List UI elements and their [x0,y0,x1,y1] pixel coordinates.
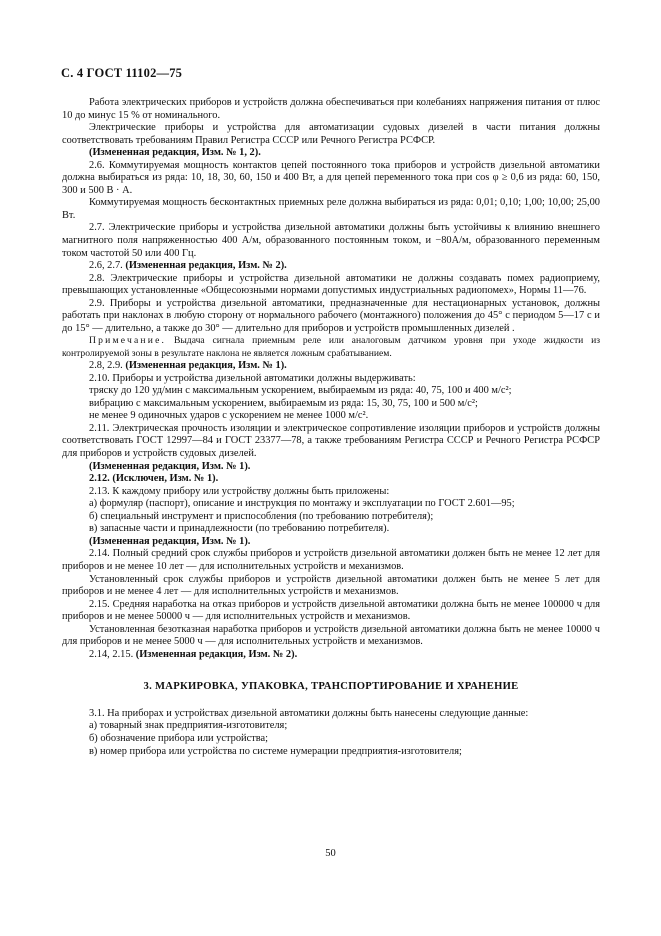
paragraph: 2.11. Электрическая прочность изоляции и электрическое сопротивление изоляции приборов и устройств должны соответствовать ГОСТ 12997—84 и ГОСТ 23377—78, а также требованиям Регистра СССР и Речного Регистра РСФСР для приборов и устройств судовых дизелей. [62,422,600,460]
section-heading: 3. МАРКИРОВКА, УПАКОВКА, ТРАНСПОРТИРОВАНИЕ И ХРАНЕНИЕ [143,681,519,693]
page-number: 50 [325,848,336,859]
paragraph: 2.9. Приборы и устройства дизельной автоматики, предназначенные для нестационарных установок, должны работать при наклонах в любую сторону от нормального рабочего (монтажного) положения до 45° с периодом 5—17 с и до 15° — длительно, а также до 30° — длительно для приборов и устройств промышленных дизелей . [62,297,600,334]
list-item: а) формуляр (паспорт), описание и инструкция по монтажу и эксплуатации по ГОСТ 2.601—95; [89,498,515,510]
list-item: тряску до 120 уд/мин с максимальным ускорением, выбираемым из ряда: 40, 75, 100 и 400 м/с²; [89,385,512,397]
note-label: Примечание. [89,335,167,347]
amendment-note: (Измененная редакция, Изм. № 1). [89,460,251,472]
paragraph: 2.14. Полный средний срок службы приборов и устройств дизельной автоматики должен быть не менее 12 лет для приборов и не менее 10 лет — для исполнительных устройств и механизмов. [62,548,600,572]
amendment-line [62,649,600,662]
paragraph: 2.15. Средняя наработка на отказ приборов и устройств дизельной автоматики должна быть не менее 100000 ч для приборов и не менее 50000 ч — для исполнительных устройств и механизмов. [62,598,600,623]
list-item: в) номер прибора или устройства по системе нумерации предприятия-изготовителя; [89,745,462,757]
paragraph: Коммутируемая мощность бесконтактных приемных реле должна выбираться из ряда: 0,01; 0,10; 1,00; 10,00; 25,00 Вт. [62,197,600,221]
page-header: С. 4 ГОСТ 11102—75 [61,66,183,80]
paragraph: Электрические приборы и устройства для автоматизации судовых дизелей в части питания должны соответствовать требованиям Правил Регистра СССР или Речного Регистра РСФСР. [62,122,600,146]
list-item: в) запасные части и принадлежности (по требованию потребителя). [89,523,390,535]
paragraph: 2.10. Приборы и устройства дизельной автоматики должны выдерживать: [89,372,416,384]
paragraph: 2.6. Коммутируемая мощность контактов цепей постоянного тока приборов и устройств дизельной автоматики должна выбираться из ряда: 10, 18, 30, 60, 150 и 400 Вт, а для цепей переменного тока при cos φ ≥ 0,6 из ряда: 60, 150, 300 и 500 В · А. [62,159,600,196]
amendment-line [62,260,600,273]
list-item: б) специальный инструмент и приспособления (по требованию потребителя); [89,510,434,522]
list-item: не менее 9 одиночных ударов с ускорением не менее 1000 м/с². [89,410,369,422]
list-item: а) товарный знак предприятия-изготовителя; [89,720,288,732]
amendment-note: (Измененная редакция, Изм. № 1, 2). [89,147,261,159]
clause-ref: 2.6, 2.7. [89,260,126,272]
excluded-clause: 2.12. (Исключен, Изм. № 1). [89,473,219,485]
paragraph: 3.1. На приборах и устройствах дизельной автоматики должны быть нанесены следующие данные: [89,707,529,719]
list-item: вибрацию с максимальным ускорением, выбираемым из ряда: 15, 30, 75, 100 и 500 м/с²; [89,397,478,409]
amendment-note: (Измененная редакция, Изм. № 2). [125,260,287,272]
amendment-note: (Измененная редакция, Изм. № 1). [89,535,251,547]
paragraph: 2.7. Электрические приборы и устройства дизельной автоматики должны быть устойчивы к влиянию внешнего магнитного поля напряженностью 400 А/м, образованного постоянным током, и −80А/м, образованного переменным током частотой 50 или 400 Гц. [62,222,600,259]
amendment-note: (Измененная редакция, Изм. № 2). [135,648,298,660]
paragraph: 2.8. Электрические приборы и устройства дизельной автоматики не должны создавать помех радиоприему, превышающих установленные «Общесоюзными нормами допустимых индустриальных радиопомех», Нормы 11—76. [62,272,600,297]
document-body [62,97,600,758]
note [62,335,600,360]
clause-ref: 2.8, 2.9. [89,360,126,372]
paragraph: Установленный срок службы приборов и устройств дизельной автоматики должен быть не менее 5 лет для приборов и не менее 4 лет — для исполнительных устройств и механизмов. [62,573,600,598]
list-item: б) обозначение прибора или устройства; [89,732,269,744]
paragraph: 2.13. К каждому прибору или устройству должны быть приложены: [89,485,390,497]
paragraph: Работа электрических приборов и устройств должна обеспечиваться при колебаниях напряжения питания от плюс 10 до минус 15 % от номинального. [62,97,600,121]
clause-ref: 2.14, 2.15. [89,648,136,660]
paragraph: Установленная безотказная наработка приборов и устройств дизельной автоматики должна быть не менее 10000 ч для приборов и не менее 5000 ч — для исполнительных устройств и механизмов. [62,623,600,648]
amendment-note: (Измененная редакция, Изм. № 1). [125,360,287,372]
note-text: Выдача сигнала приемным реле или аналоговым датчиком уровня при уходе жидкости из контролируемой зоны в результате наклона не является ложным срабатыванием. [62,335,600,359]
amendment-line [62,360,600,373]
